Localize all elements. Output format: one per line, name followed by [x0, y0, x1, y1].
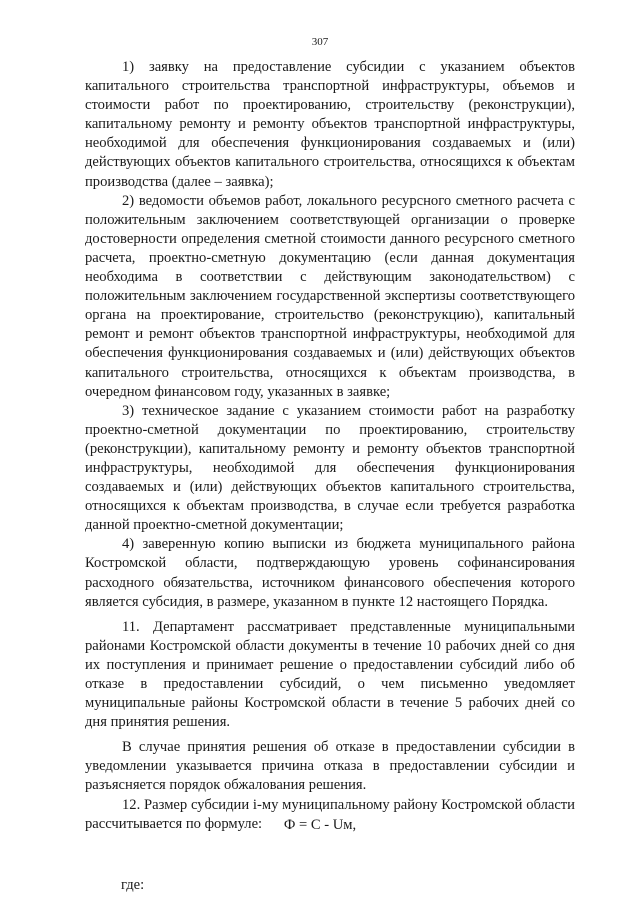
document-body — [85, 58, 575, 834]
subsidy-formula: Ф = С - Uм, — [283, 817, 357, 833]
paragraph-section-11: 11. Департамент рассматривает представленные муниципальными районами Костромской области документы в течение 10 рабочих дней со дня их поступления и принимает решение о предоставлении субсидий либо об отказе в предоставлении субсидий, о чем письменно уведомляет муниципальные районы Костромской области в течение 5 рабочих дней со дня принятия решения. — [85, 618, 575, 731]
paragraph-refusal-notice: В случае принятия решения об отказе в предоставлении субсидии в уведомлении указывается причина отказа в предоставлении субсидии и разъясняется порядок обжалования решения. — [85, 739, 575, 794]
page-number: 307 — [311, 36, 329, 48]
paragraph-item-4: 4) заверенную копию выписки из бюджета муниципального района Костромской области, подтверждающую уровень софинансирования расходного обязательства, источником финансового обеспечения которого является субсидия, в размере, указанном в пункте 12 настоящего Порядка. — [85, 536, 575, 610]
paragraph-item-3: 3) техническое задание с указанием стоимости работ на разработку проектно-сметной документации по проектированию, строительству (реконструкции), капитальному ремонту и ремонту объектов транспортной инфраструктуры, необходимой для обеспечения функционирования создаваемых и (или) действующих объектов капитального строительства, относящихся к объектам производства, в случае если требуется разработка данной проектно-сметной документации; — [85, 402, 575, 534]
where-label: где: — [121, 877, 145, 893]
paragraph-item-1: 1) заявку на предоставление субсидии с указанием объектов капитального строительства транспортной инфраструктуры, объемов и стоимости работ по проектированию, строительству (реконструкции), капитальному ремонту и ремонту объектов транспортной инфраструктуры, необходимой для обеспечения функционирования создаваемых и (или) действующих объектов капитального строительства, относящихся к объектам производства (далее – заявка); — [85, 59, 575, 190]
paragraph-section-12: 12. Размер субсидии i-му муниципальному району Костромской области рассчитывается по формуле: — [85, 796, 575, 832]
paragraph-item-2: 2) ведомости объемов работ, локального ресурсного сметного расчета с положительным заключением соответствующей организации о проверке достоверности определения сметной стоимости данного ресурсного сметного расчета, проектно-сметную документацию (если данная документация необходима в соответствии с действующим законодательством) с положительным заключением государственной экспертизы соответствующего органа на проектирование, строительство (реконструкцию), капитальный ремонт и ремонт объектов транспортной инфраструктуры, необходимой для обеспечения функционирования создаваемых и (или) действующих объектов капитального строительства, относящихся к объектам производства, в очередном финансовом году, указанных в заявке; — [85, 192, 575, 400]
